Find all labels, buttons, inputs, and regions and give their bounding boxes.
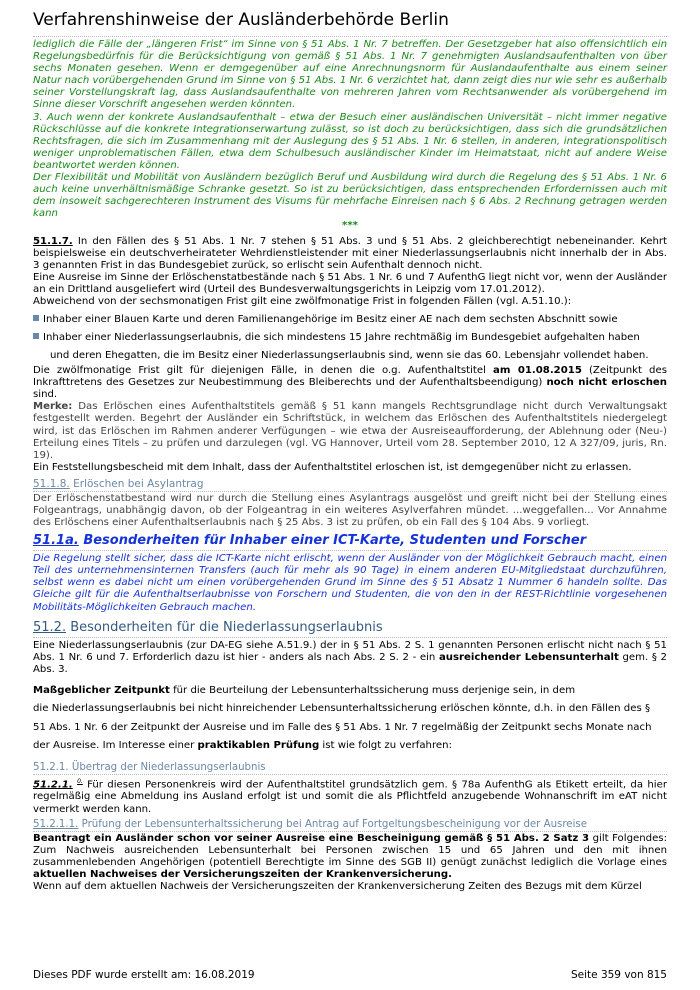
bullet-icon bbox=[33, 333, 39, 339]
text-run-bold: Maßgeblicher Zeitpunkt bbox=[33, 684, 170, 696]
list-item bbox=[33, 311, 667, 329]
section-text: Für diesen Personenkreis wird der Aufenthaltstitel grundsätzlich gem. § 78a AufenthG als Etikett erteilt, da hier regelmäßig eine Abmeldung ins Ausland erfolgt ist und somit die als Pflichtfeld anzugebende Wohnanschrift im eAT nicht vermerkt werden kann. bbox=[33, 779, 667, 815]
merke-label: Merke: bbox=[33, 401, 73, 413]
text-run: Eine Niederlassungserlaubnis (zur DA-EG siehe A.51.9.) der in § 51 Abs. 2 S. 1 genannten Personen erlischt nicht nach § 51 Abs. 1 Nr. 6 und 7. Erforderlich dazu ist hier - anders als nach Abs. 2 S. 2 - ein bbox=[33, 639, 667, 663]
text-run-bold: aktuellen Nachweises der Versicherungszeiten der Krankenversicherung. bbox=[33, 868, 452, 880]
heading-title: Besonderheiten für Inhaber einer ICT-Karte, Studenten und Forscher bbox=[78, 533, 587, 549]
separator-stars: *** bbox=[342, 220, 358, 232]
heading-title: Besonderheiten für die Niederlassungserlaubnis bbox=[66, 619, 383, 635]
list-item-continuation bbox=[33, 347, 667, 365]
section-number: 51.1.7. bbox=[33, 235, 73, 247]
green-paragraph-3: Der Flexibilität und Mobilität von Ausländern bezüglich Beruf und Ausbildung wird durch die Regelung des § 51 Abs. 1 Nr. 6 auch keine unverhältnismäßige Schranke gesetzt. So ist zu berücksichtigen, dass entsprechenden Erfordernissen auch mit dem insoweit sachgerechteren Instrument des Visums für mehrfache Einreisen nach § 6 Abs. 2 Rechnung getragen werden kann bbox=[33, 172, 667, 220]
heading-number: 51.2. bbox=[33, 619, 67, 635]
paragraph-zwoelfmonatige-frist bbox=[33, 365, 667, 401]
text-run: Die zwölfmonatige Frist gilt für diejenigen Fälle, in denen die o.g. Aufenthaltstitel bbox=[33, 365, 494, 377]
text-run-bold: Beantragt ein Ausländer schon vor seiner Ausreise eine Bescheinigung gemäß § 51 Abs. 2 Satz 3 bbox=[33, 832, 590, 844]
heading-51-2 bbox=[33, 620, 667, 638]
paragraph-versicherungszeiten: Wenn auf dem aktuellen Nachweis der Versicherungszeiten der Krankenversicherung Zeiten des Bezugs mit dem Kürzel bbox=[33, 880, 642, 892]
paragraph-fortgeltungsbescheinigung bbox=[33, 833, 667, 881]
text-run-bold: praktikablen Prüfung bbox=[197, 740, 320, 752]
section-number: 51.2.1. bbox=[33, 779, 73, 791]
text-line: 51 Abs. 1 Nr. 6 der Zeitpunkt der Ausreise und im Falle des § 51 Abs. 1 Nr. 7 regelmäßig der Zeitpunkt sechs Monate nach bbox=[33, 721, 652, 733]
text-run: (Zeitpunkt des Inkrafttretens des Gesetzes zur Neubestimmung des Bleiberechts und der Aufenthaltsbeendigung) bbox=[33, 365, 667, 389]
text-line: die Niederlassungserlaubnis bei nicht hinreichender Lebensunterhaltssicherung erlöschen könnte, d.h. in den Fällen des § bbox=[33, 703, 651, 715]
section-51-2-1 bbox=[33, 776, 667, 816]
heading-number: 51.2.1.1. bbox=[33, 818, 79, 830]
heading-51-1-8 bbox=[33, 478, 667, 492]
section-51-1-7 bbox=[33, 236, 667, 272]
green-paragraph-1: lediglich die Fälle der „längeren Frist“ im Sinne von § 51 Abs. 1 Nr. 7 betreffen. Der Gesetzgeber hat also offensichtlich ein Regelungsbedürfnis für die Berücksichtigung von gemäß § 51 Abs. 1 Nr. 7 genehmigten Auslandsaufenthalten von über sechs Monaten gesehen. Wenn er demgegenüber auf eine Anrechnungsnorm für Auslandaufenthalte aus einem seiner Natur nach vorübergehenden Grund im Sinne von § 51 Abs. 1 Nr. 6 verzichtet hat, dann zeigt dies nur wie sehr es außerhalb seiner Vorstellungskraft lag, dass Auslandsaufenthalte von mehreren Jahren vom Rechtsanwender als vorübergehend im Sinne dieser Vorschrift angesehen werden könnten. bbox=[33, 39, 667, 111]
paragraph-asylantrag: Der Erlöschenstatbestand wird nur durch die Stellung eines Asylantrags ausgelöst und greift nicht bei der Stellung eines Folgeantrags, unabhängig davon, ob der Folgeantrag in ein weiteres Asylverfahren mündet. ...weggefallen... Vor Annahme des Erlöschens einer Aufenthaltserlaubnis nach § 25 Abs. 3 ist zu prüfen, ob ein Fall des § 104 Abs. 9 vorliegt. bbox=[33, 492, 667, 529]
text-run: gilt Folgendes: Zum Nachweis ausreichenden Lebensunterhalt bei Personen zwischen 15 und 65 Jahren und den mit ihnen zusammenlebenden Angehörigen (potentiell Berechtigte im Sinne des SGB II) genügt zunächst lediglich die Vorlage eines bbox=[33, 832, 667, 868]
superscript-marker: 0. bbox=[77, 777, 83, 785]
heading-51-1a bbox=[33, 533, 667, 551]
text-run: der Ausreise. Im Interesse einer bbox=[33, 740, 198, 752]
paragraph-feststellungsbescheid: Ein Feststellungsbescheid mit dem Inhalt, dass der Aufenthaltstitel erloschen ist, ist demgegenüber nicht zu erlassen. bbox=[33, 461, 632, 473]
footer-page-number: Seite 359 von 815 bbox=[570, 969, 667, 981]
green-paragraph-2: 3. Auch wenn der konkrete Auslandsaufenthalt – etwa der Besuch einer ausländischen Universität – nicht immer negative Rückschlüsse auf die konkrete Integrationserwartung zulässt, so ist doch zu berücksichtigen, dass sich die grundsätzlichen Rechtsfragen, die sich im Zusammenhang mit der Auslegung des § 51 Abs. 1 Nr. 6 stellen, in anderen, integrationspolitisch weniger unproblematischen Fällen, etwa dem Schulbesuch ausländischer Kinder im Heimatstaat, nicht auf andere Weise beantwortet werden können. bbox=[33, 111, 667, 171]
text-run-bold: am 01.08.2015 bbox=[493, 365, 582, 377]
heading-51-2-1: 51.2.1. Übertrag der Niederlassungserlaubnis bbox=[33, 762, 667, 775]
paragraph-ausreise: Eine Ausreise im Sinne der Erlöschenstatbestände nach § 51 Abs. 1 Nr. 6 und 7 AufenthG liegt nicht vor, wenn der Ausländer an ein Drittland ausgeliefert wird (Urteil des Bundesverwaltungsgerichts in Leipzig vom 17.01.2012). bbox=[33, 271, 667, 295]
bullet-text: und deren Ehegatten, die im Besitz einer Niederlassungserlaubnis sind, wenn sie das 60. Lebensjahr vollendet haben. bbox=[50, 350, 649, 362]
page-title: Verfahrenshinweise der Ausländerbehörde Berlin bbox=[33, 0, 667, 37]
text-line bbox=[33, 682, 667, 701]
paragraph-ict-karte: Die Regelung stellt sicher, dass die ICT-Karte nicht erlischt, wenn der Ausländer von der Möglichkeit Gebrauch macht, einen Teil des unternehmensinternen Transfers (auch für mehr als 90 Tage) in einem anderen EU-Mitgliedstaat durchzuführen, selbst wenn es dabei nicht um einen vorübergehenden Grund im Sinne des § 51 Absatz 1 Nummer 6 handeln sollte. Das Gleiche gilt für die Aufenthaltserlaubnisse von Forschern und Studenten, die von den in der REST-Richtlinie vorgesehenen Mobilitäts-Möglichkeiten Gebrauch machen. bbox=[33, 553, 667, 613]
text-run: gem. § 2 Abs. 3. bbox=[33, 651, 667, 675]
heading-number: 51.1a. bbox=[33, 533, 79, 549]
heading-title: Erlöschen bei Asylantrag bbox=[69, 477, 204, 490]
paragraph-niederlassungserlaubnis bbox=[33, 640, 667, 676]
page-footer bbox=[33, 969, 667, 981]
text-run: ist wie folgt zu verfahren: bbox=[319, 740, 452, 752]
text-run: sind. bbox=[33, 389, 58, 401]
merke-paragraph bbox=[33, 401, 667, 461]
footer-created-date: Dieses PDF wurde erstellt am: 16.08.2019 bbox=[33, 969, 255, 981]
heading-51-2-1-1 bbox=[33, 819, 667, 832]
paragraph-abweichend: Abweichend von der sechsmonatigen Frist gilt eine zwölfmonatige Frist in folgenden Fällen (vgl. A.51.10.): bbox=[33, 295, 572, 307]
text-run: für die Beurteilung der Lebensunterhaltssicherung muss derjenige sein, in dem bbox=[169, 684, 576, 696]
text-run-bold: noch nicht erloschen bbox=[546, 377, 667, 389]
green-quote-block bbox=[33, 39, 667, 233]
text-line bbox=[33, 737, 667, 756]
bullet-icon bbox=[33, 315, 39, 321]
document-page bbox=[33, 0, 667, 893]
text-run-bold: ausreichender Lebensunterhalt bbox=[438, 651, 619, 663]
heading-number: 51.1.8. bbox=[33, 477, 70, 490]
list-item bbox=[33, 329, 667, 347]
section-text: In den Fällen des § 51 Abs. 1 Nr. 7 stehen § 51 Abs. 3 und § 51 Abs. 2 gleichberechtigt nebeneinander. Kehrt beispielsweise ein deutschverheirateter Wehrdienstleistender mit einer Niederlassungserlaubnis nicht innerhalb der in Abs. 3 genannten Frist in das Bundesgebiet zurück, so erlischt sein Aufenthalt dennoch nicht. bbox=[33, 235, 667, 271]
bullet-text: Inhaber einer Niederlassungserlaubnis, die sich mindestens 15 Jahre rechtmäßig im Bundesgebiet aufgehalten haben bbox=[43, 332, 640, 344]
heading-title: Prüfung der Lebensunterhaltssicherung bei Antrag auf Fortgeltungsbescheinigung vor der Ausreise bbox=[78, 818, 587, 830]
paragraph-massgeblicher-zeitpunkt bbox=[33, 682, 667, 756]
bullet-text: Inhaber einer Blauen Karte und deren Familienangehörige im Besitz einer AE nach dem sechsten Abschnitt sowie bbox=[43, 314, 618, 326]
merke-text: Das Erlöschen eines Aufenthaltstitels gemäß § 51 kann mangels Rechtsgrundlage nicht durch Verwaltungsakt festgestellt werden. Begehrt der Ausländer ein Schriftstück, in welchem das Erlöschen des Aufenthaltstitels niedergelegt wird, ist das Erlöschen im Rahmen anderer Verfügungen – wie etwa der Ausreiseaufforderung, der Ablehnung oder (Neu-) Erteilung eines Titels – zu prüfen und darzulegen (vgl. VG Hannover, Urteil vom 28. September 2010, 12 A 327/09, juris, Rn. 19). bbox=[33, 401, 667, 461]
